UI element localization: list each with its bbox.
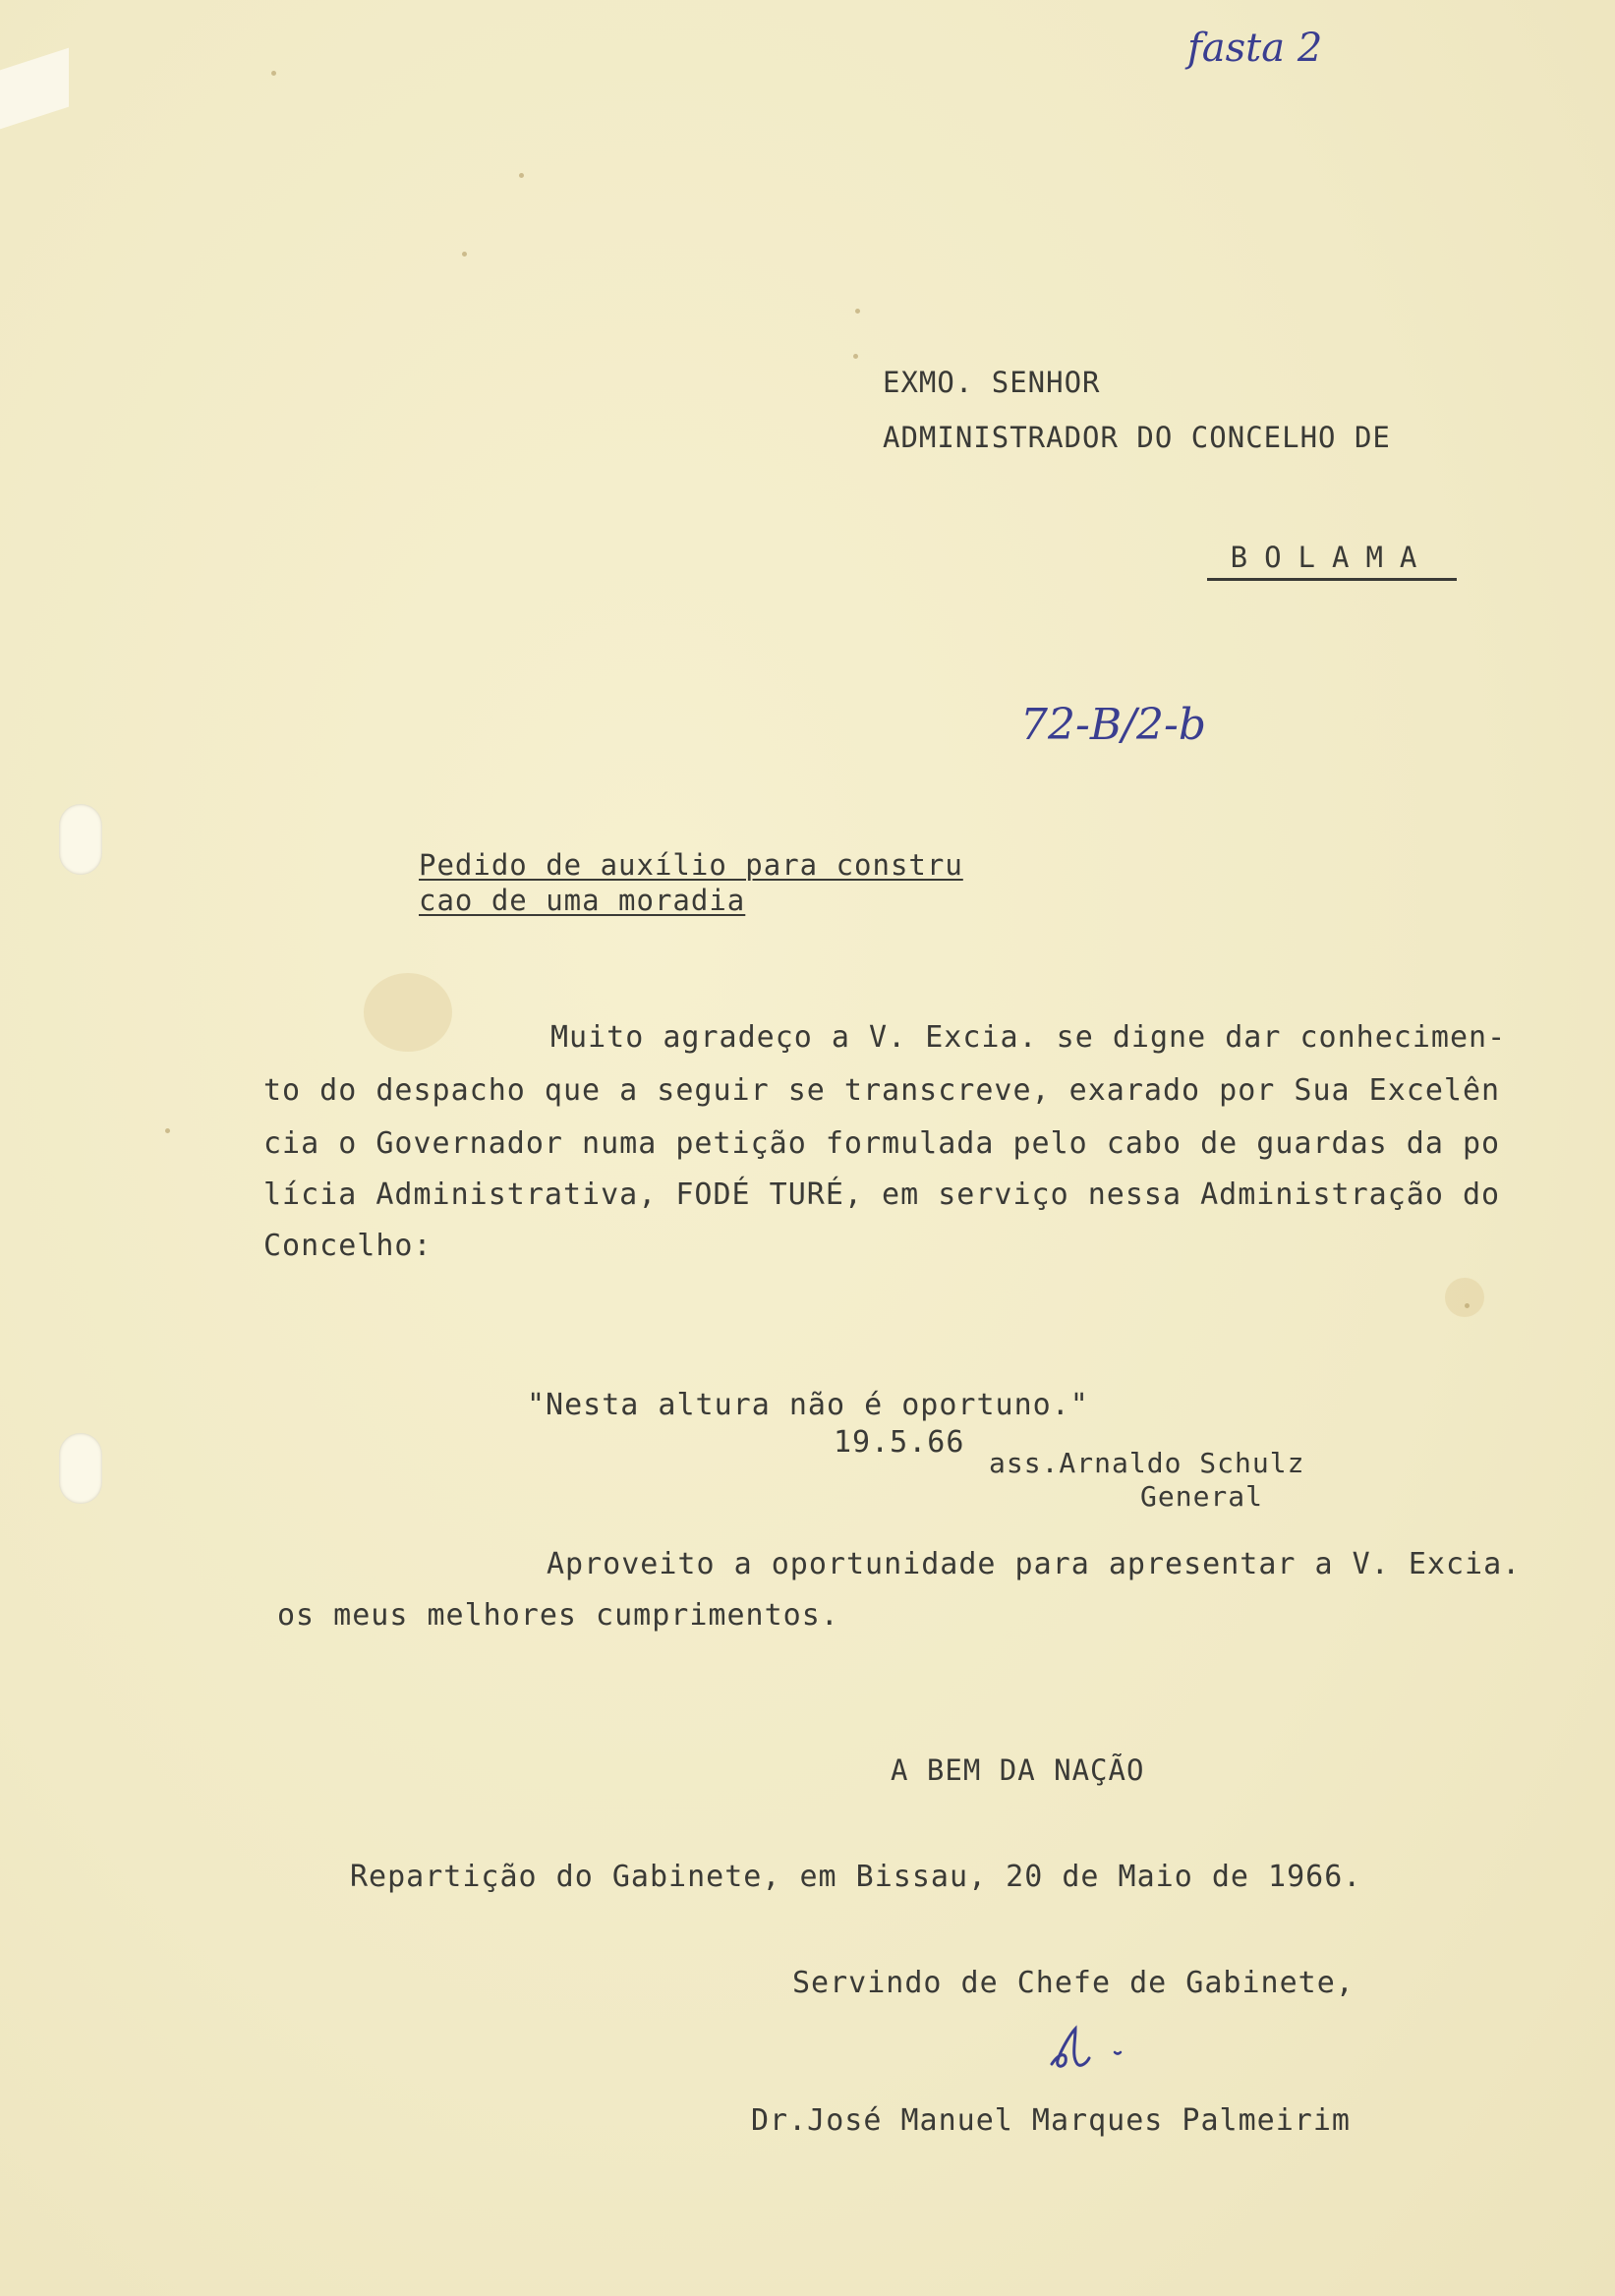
address-place: BOLAMA [1207,541,1457,581]
place-and-date: Repartição do Gabinete, em Bissau, 20 de Maio de 1966. [350,1860,1362,1894]
handwritten-reference: 72-B/2-b [1020,700,1207,750]
subject-heading [419,847,963,918]
paper-stain [1445,1278,1484,1317]
torn-corner [0,48,69,130]
body-line: Muito agradeço a V. Excia. se digne dar conhecimen- [550,1020,1507,1055]
body-line: Concelho: [263,1229,433,1263]
address-line-1: EXMO. SENHOR [883,366,1101,399]
motto: A BEM DA NAÇÃO [891,1753,1145,1787]
punch-hole-top [59,804,102,875]
dispatch-date: 19.5.66 [834,1425,965,1460]
paper-stain [364,973,452,1052]
closing-line-2: os meus melhores cumprimentos. [277,1598,839,1633]
body-line: lícia Administrativa, FODÉ TURÉ, em serviço nessa Administração do [263,1177,1501,1212]
paper-speck [855,309,860,314]
body-line: cia o Governador numa petição formulada pelo cabo de guardas da po [263,1126,1501,1161]
punch-hole-bottom [59,1433,102,1504]
closing-line-1: Aproveito a oportunidade para apresentar a V. Excia. [547,1547,1522,1581]
paper-speck [519,173,524,178]
handwritten-signature [1046,2023,1125,2072]
paper-speck [271,71,276,76]
handwritten-folder-note: fasta 2 [1187,26,1323,71]
subject-line-2: cao de uma moradia [419,884,746,917]
paper-speck [853,354,858,359]
signature-role: Servindo de Chefe de Gabinete, [792,1966,1355,2000]
body-line: to do despacho que a seguir se transcreve, exarado por Sua Excelên [263,1073,1501,1108]
subject-line-1: Pedido de auxílio para constru [419,848,963,882]
paper-speck [462,252,467,257]
paper-speck [165,1128,170,1133]
dispatch-quote: "Nesta altura não é oportuno." [527,1388,1089,1422]
dispatch-rank: General [1140,1480,1264,1513]
address-line-2: ADMINISTRADOR DO CONCELHO DE [883,421,1391,454]
dispatch-signed: ass.Arnaldo Schulz [989,1447,1305,1479]
paper-speck [1465,1303,1470,1308]
signatory-name: Dr.José Manuel Marques Palmeirim [751,2103,1351,2138]
